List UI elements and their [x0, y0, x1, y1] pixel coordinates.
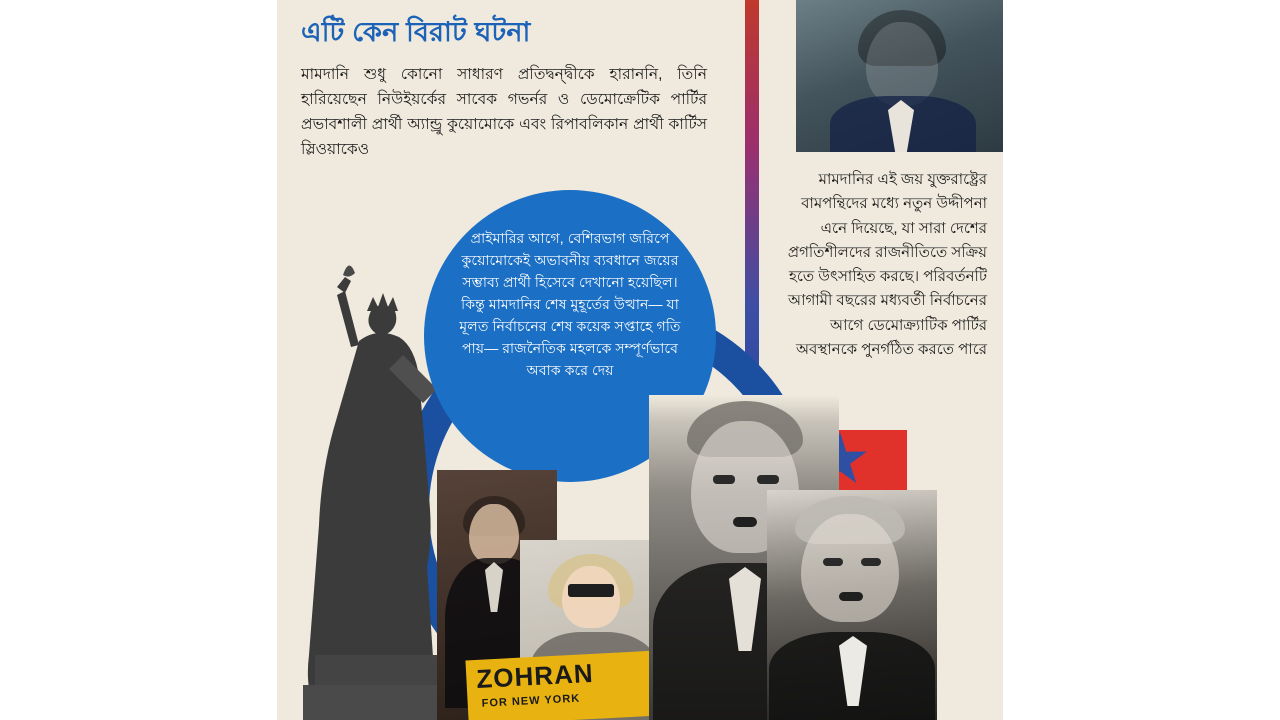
page-title: এটি কেন বিরাট ঘটনা	[301, 17, 531, 47]
page-right-margin	[1003, 0, 1280, 720]
page-left-margin	[0, 0, 277, 720]
deck-paragraph: মামদানি শুধু কোনো সাধারণ প্রতিদ্বন্দ্বীকে হারাননি, তিনি হারিয়েছেন নিউইয়র্কের সাবেক গভর্নর ও ডেমোক্রেটিক পার্টির প্রভাবশালী প্রার্থী অ্যান্ড্রু কুয়োমোকে এবং রিপাবলিকান প্রার্থী কার্টিস স্লিওয়াকেও	[301, 66, 707, 159]
placard-subtitle: FOR NEW YORK	[481, 692, 581, 710]
placard-name: ZOHRAN	[475, 657, 595, 694]
pull-quote-text: প্রাইমারির আগে, বেশিরভাগ জরিপে কুয়োমোকেই অভাবনীয় ব্যবধানে জয়ের সম্ভাব্য প্রার্থী হিসেবে দেখানো হয়েছিল। কিন্তু মামদানির শেষ মুহূর্তের উত্থান— যা মূলত নির্বাচনের শেষ কয়েক সপ্তাহে গতি পায়— রাজনৈতিক মহলকে সম্পূর্ণভাবে অবাক করে দেয়	[459, 231, 681, 379]
right-column-paragraph: মামদানির এই জয় যুক্তরাষ্ট্রের বামপন্থিদের মধ্যে নতুন উদ্দীপনা এনে দিয়েছে, যা সারা দেশের প্রগতিশীলদের রাজনীতিতে সক্রিয় হতে উৎসাহিত করছে। পরিবর্তনটি আগামী বছরের মধ্যবর্তী নির্বাচনের আগে ডেমোক্র্যাটিক পার্টির অবস্থানকে পুনর্গঠিত করতে পারে	[787, 171, 987, 359]
zohran-placard	[465, 650, 678, 720]
right-column	[759, 0, 1003, 720]
infographic-canvas	[277, 0, 1003, 720]
